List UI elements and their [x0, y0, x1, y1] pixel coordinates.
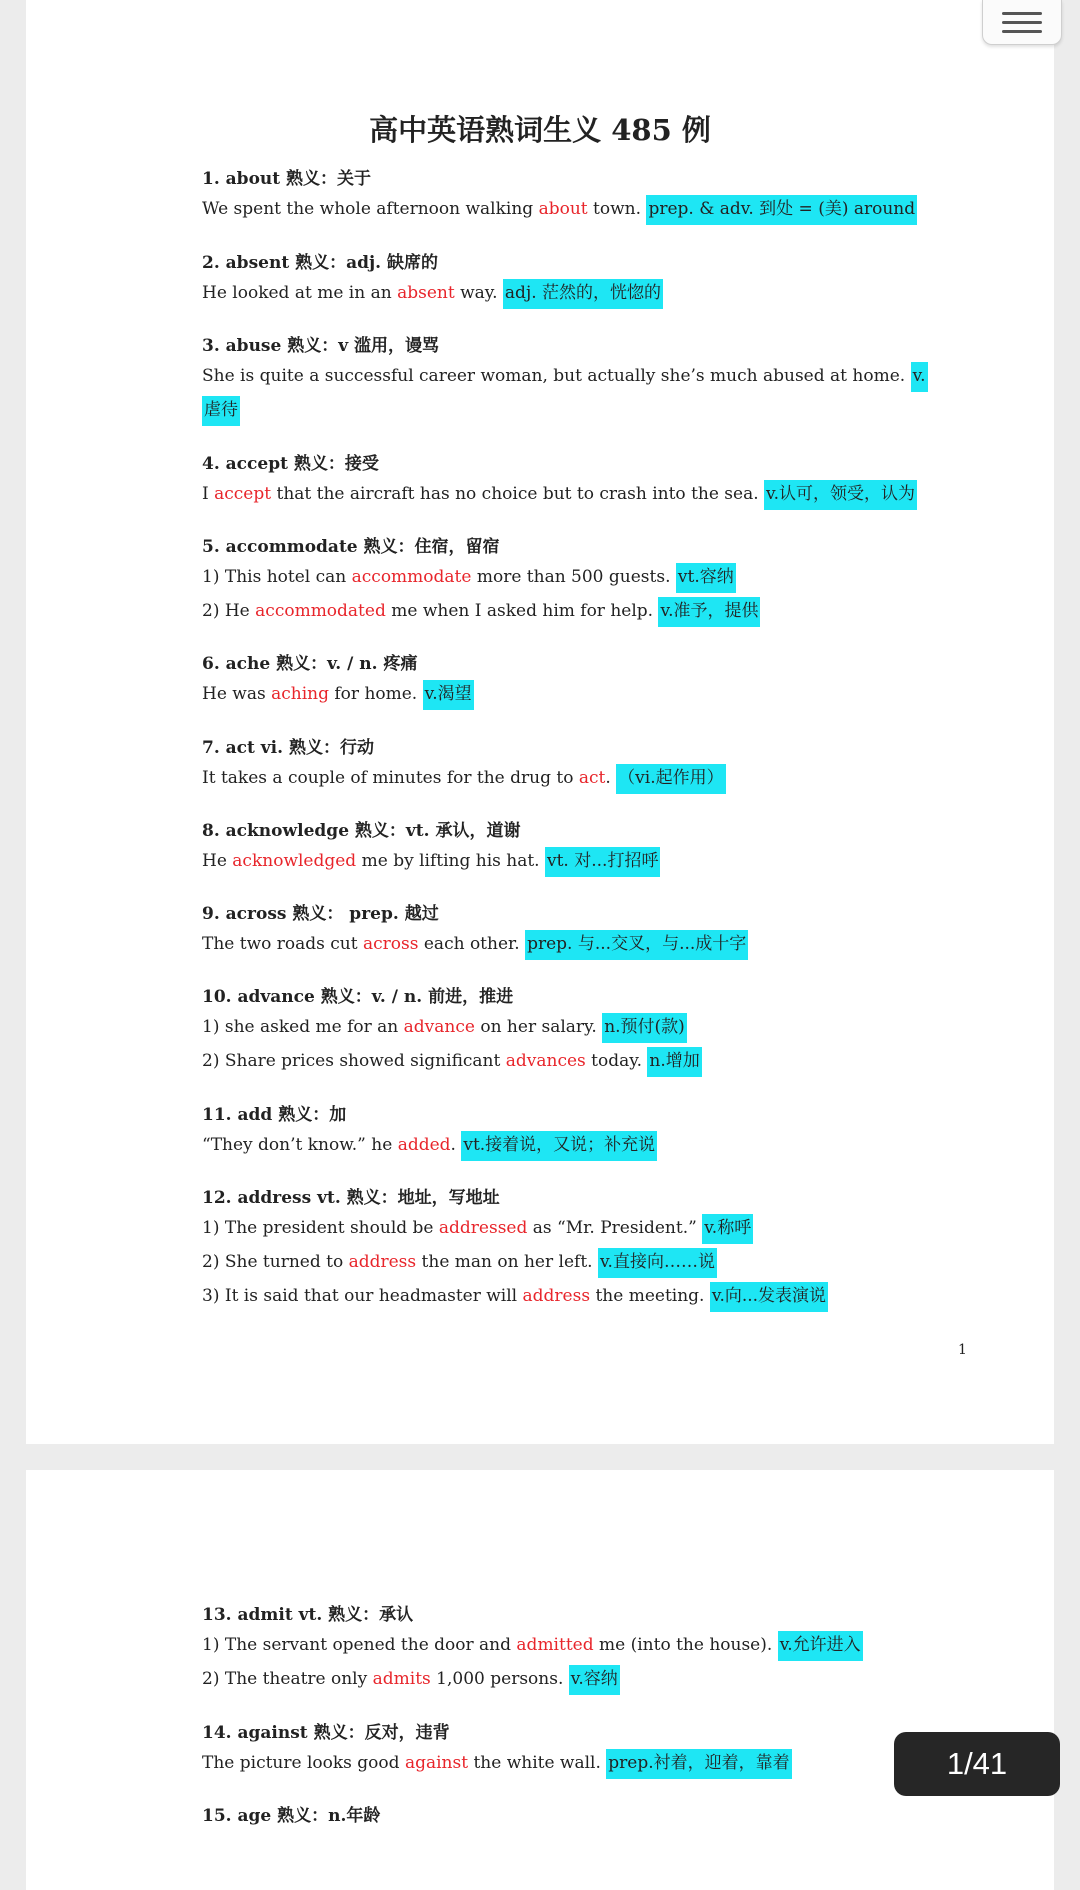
- entry-age: [202, 1803, 1014, 1829]
- example-line: 1) This hotel can accommodate more than 500 guests. vt.容纳: [202, 560, 1014, 594]
- entry-about: [202, 166, 1014, 226]
- entry-accept: [202, 451, 1014, 511]
- target-word: about: [538, 199, 588, 219]
- meaning-highlight: n.预付(款): [602, 1013, 687, 1043]
- entry-heading: 13. admit vt. 熟义：承认: [202, 1605, 414, 1625]
- target-word: admitted: [516, 1635, 594, 1655]
- example-line: It takes a couple of minutes for the drug to act. （vi.起作用）: [202, 761, 1014, 795]
- example-line: 2) Share prices showed significant advances today. n.增加: [202, 1044, 1014, 1078]
- meaning-highlight: v.向...发表演说: [710, 1282, 828, 1312]
- document-title: 高中英语熟词生义 485 例: [369, 113, 711, 147]
- meaning-highlight: vt.接着说，又说；补充说: [461, 1131, 657, 1161]
- example-line: 2) The theatre only admits 1,000 persons. v.容纳: [202, 1662, 1014, 1696]
- document-page-2: [26, 1470, 1054, 1890]
- page-number: 1: [958, 1342, 967, 1358]
- target-word: acknowledged: [232, 851, 357, 871]
- entry-add: [202, 1102, 1014, 1162]
- entry-heading: 14. against 熟义：反对，违背: [202, 1723, 450, 1743]
- entry-heading: 5. accommodate 熟义：住宿，留宿: [202, 537, 500, 557]
- example-line: He looked at me in an absent way. adj. 茫然的，恍惚的: [202, 276, 1014, 310]
- target-word: admits: [372, 1669, 431, 1689]
- meaning-highlight: prep. 与...交叉，与...成十字: [525, 930, 748, 960]
- example-line: 3) It is said that our headmaster will address the meeting. v.向...发表演说: [202, 1279, 1014, 1313]
- entry-absent: [202, 250, 1014, 310]
- meaning-highlight: （vi.起作用）: [616, 764, 725, 794]
- meaning-highlight: prep. & adv. 到处 = (美) around: [646, 195, 917, 225]
- target-word: against: [404, 1753, 469, 1773]
- meaning-highlight: vt. 对...打招呼: [545, 847, 660, 877]
- target-word: advances: [505, 1051, 586, 1071]
- example-line: 1) she asked me for an advance on her salary. n.预付(款): [202, 1010, 1014, 1044]
- entry-heading: 2. absent 熟义：adj. 缺席的: [202, 253, 438, 273]
- target-word: accommodate: [351, 567, 472, 587]
- target-word: act: [578, 768, 606, 788]
- meaning-highlight: vt.容纳: [676, 563, 736, 593]
- target-word: added: [397, 1135, 451, 1155]
- example-line: 1) The president should be addressed as “Mr. President.” v.称呼: [202, 1211, 1014, 1245]
- entry-abuse: [202, 333, 1014, 427]
- example-line: “They don’t know.” he added. vt.接着说，又说；补充说: [202, 1128, 1014, 1162]
- example-line: 2) He accommodated me when I asked him for help. v.准予，提供: [202, 594, 1014, 628]
- target-word: across: [363, 934, 419, 954]
- meaning-highlight: v.称呼: [702, 1214, 753, 1244]
- meaning-highlight: v.渴望: [423, 680, 474, 710]
- entry-against: [202, 1720, 1014, 1780]
- meaning-highlight: n.增加: [647, 1047, 701, 1077]
- example-line: He acknowledged me by lifting his hat. vt. 对...打招呼: [202, 844, 1014, 878]
- entry-heading: 11. add 熟义：加: [202, 1105, 347, 1125]
- page-indicator: 1/41: [894, 1732, 1060, 1796]
- meaning-highlight: v.: [911, 362, 928, 392]
- entry-act: [202, 735, 1014, 795]
- entry-acknowledge: [202, 818, 1014, 878]
- hamburger-menu-icon[interactable]: [982, 0, 1062, 45]
- entry-heading: 4. accept 熟义：接受: [202, 454, 379, 474]
- meaning-highlight: v.容纳: [569, 1665, 620, 1695]
- meaning-highlight: v.准予，提供: [658, 597, 760, 627]
- example-line: She is quite a successful career woman, but actually she’s much abused at home. v.: [202, 359, 1014, 393]
- entry-admit: [202, 1602, 1014, 1696]
- meaning-highlight: 虐待: [202, 396, 240, 426]
- example-line: 1) The servant opened the door and admitted me (into the house). v.允许进入: [202, 1628, 1014, 1662]
- entry-heading: 15. age 熟义：n.年龄: [202, 1806, 381, 1826]
- example-line: He was aching for home. v.渴望: [202, 677, 1014, 711]
- example-line: 2) She turned to address the man on her left. v.直接向……说: [202, 1245, 1014, 1279]
- entry-across: [202, 901, 1014, 961]
- meaning-highlight: adj. 茫然的，恍惚的: [503, 279, 663, 309]
- example-line: The two roads cut across each other. prep. 与...交叉，与...成十字: [202, 927, 1014, 961]
- example-line: I accept that the aircraft has no choice but to crash into the sea. v.认可，领受，认为: [202, 477, 1014, 511]
- entry-heading: 8. acknowledge 熟义：vt. 承认，道谢: [202, 821, 521, 841]
- target-word: absent: [397, 283, 455, 303]
- entry-heading: 7. act vi. 熟义：行动: [202, 738, 374, 758]
- target-word: advance: [403, 1017, 475, 1037]
- target-word: address: [348, 1252, 417, 1272]
- entry-heading: 9. across 熟义： prep. 越过: [202, 904, 439, 924]
- meaning-highlight: v.直接向……说: [598, 1248, 717, 1278]
- target-word: address: [522, 1286, 591, 1306]
- document-page-1: [26, 0, 1054, 1444]
- example-line: [202, 393, 1014, 427]
- meaning-highlight: v.允许进入: [778, 1631, 863, 1661]
- target-word: addressed: [438, 1218, 528, 1238]
- entry-ache: [202, 651, 1014, 711]
- example-line: The picture looks good against the white wall. prep.衬着，迎着，靠着: [202, 1746, 1014, 1780]
- target-word: accommodated: [255, 601, 386, 621]
- entry-address: [202, 1185, 1014, 1313]
- target-word: aching: [271, 684, 329, 704]
- example-line: We spent the whole afternoon walking about town. prep. & adv. 到处 = (美) around: [202, 192, 1014, 226]
- entry-accommodate: [202, 534, 1014, 628]
- target-word: accept: [214, 484, 272, 504]
- entry-advance: [202, 984, 1014, 1078]
- meaning-highlight: prep.衬着，迎着，靠着: [606, 1749, 791, 1779]
- entry-heading: 3. abuse 熟义：v 滥用，谩骂: [202, 336, 440, 356]
- entry-heading: 12. address vt. 熟义：地址，写地址: [202, 1188, 500, 1208]
- entry-heading: 1. about 熟义：关于: [202, 169, 372, 189]
- entry-heading: 10. advance 熟义：v. / n. 前进，推进: [202, 987, 514, 1007]
- meaning-highlight: v.认可，领受，认为: [764, 480, 917, 510]
- entry-heading: 6. ache 熟义：v. / n. 疼痛: [202, 654, 418, 674]
